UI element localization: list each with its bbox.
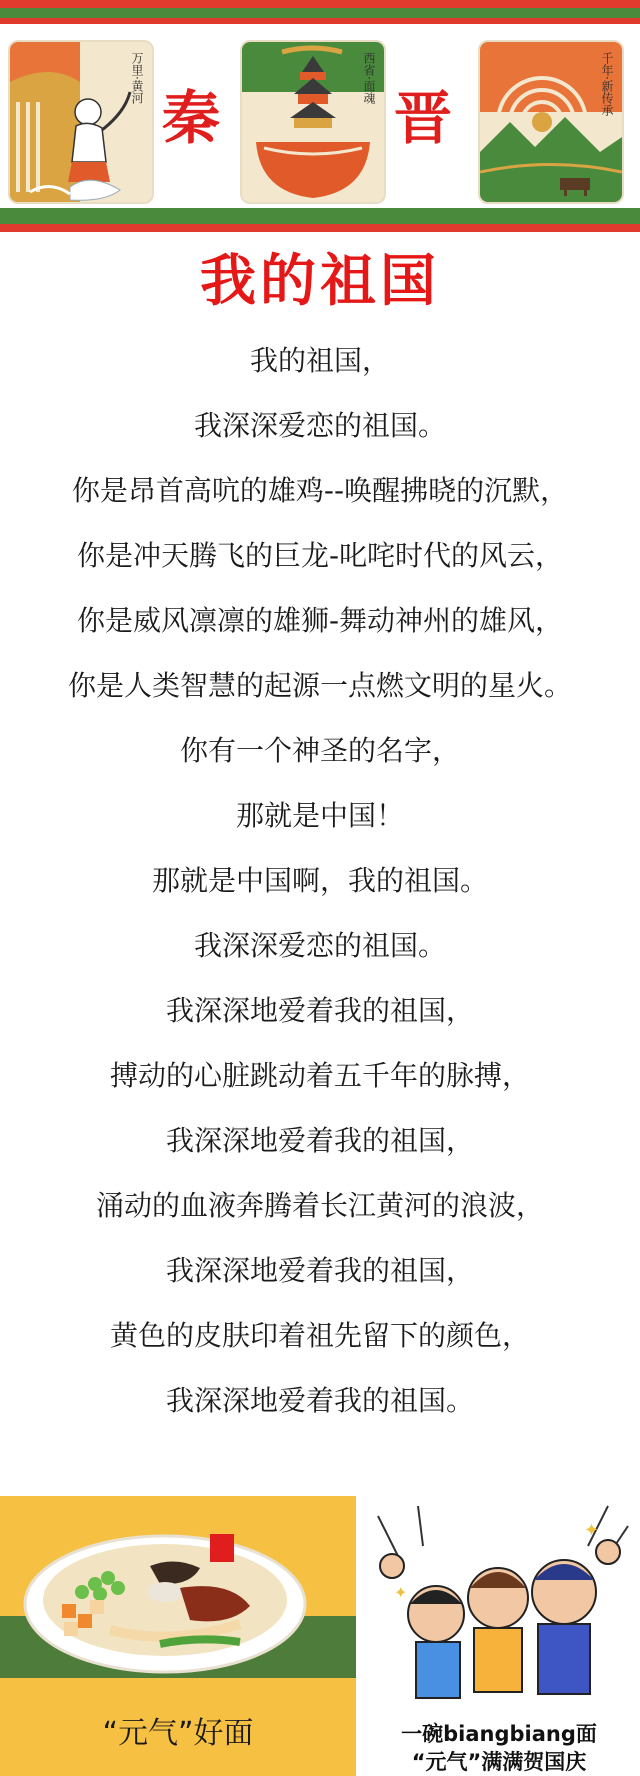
poem-line: 你是昂首高吭的雄鸡--唤醒拂晓的沉默， [71,474,569,507]
noodle-bowl-illustration [0,1496,356,1706]
top-green-stripe [0,8,640,18]
poem-line: 你是人类智慧的起源一点燃文明的星火。 [67,669,572,702]
poem-line: 我深深地爱着我的祖国， [165,994,474,1027]
poem-line: 我的祖国， [249,344,390,377]
poem-line: 黄色的皮肤印着祖先留下的颜色， [109,1319,530,1352]
tile-pagoda [240,40,386,204]
svg-text:✦: ✦ [584,1520,600,1541]
svg-text:✦: ✦ [394,1583,408,1602]
promo-right-caption-2: “元气”满满贺国庆 [411,1750,587,1774]
poem-line: 你有一个神圣的名字， [179,734,460,767]
char-qin: 秦 [162,84,221,152]
tile-dancer [8,40,154,204]
tile-sun-mountains [478,40,624,204]
poem-line: 搏动的心脏跳动着五千年的脉搏， [109,1059,530,1092]
promo-noodle-bowl [0,1496,356,1776]
poem-line: 你是冲天腾飞的巨龙-叱咤时代的风云， [76,539,564,572]
tile-right-vertical-text: 千年·新传承 [600,52,614,116]
poem-line: 我深深爱恋的祖国。 [193,409,446,442]
char-jin: 晋 [394,84,453,152]
poem-line: 涌动的血液奔腾着长江黄河的浪波， [95,1189,544,1222]
promo-left-caption: “元气”好面 [102,1716,254,1751]
promo-divider [356,1496,358,1776]
top-red-stripe-2 [0,18,640,24]
cheering-people-illustration [358,1496,640,1716]
poem-line: 我深深地爱着我的祖国， [165,1124,474,1157]
poem [0,328,640,1433]
promo-cheering-people [358,1496,640,1776]
poem-line: 我深深地爱着我的祖国。 [165,1384,474,1417]
tile-left-vertical-text: 万里·黄河 [130,52,144,104]
tile-mid-vertical-text: 西省·面魂 [362,52,376,104]
promo-right-caption-1: 一碗biangbiang面 [401,1722,597,1746]
top-red-stripe [0,0,640,8]
header-banner [0,0,640,232]
poem-line: 我深深爱恋的祖国。 [193,929,446,962]
header-bottom-red-stripe [0,224,640,232]
poem-line: 那就是中国啊，我的祖国。 [151,864,488,897]
poem-line: 我深深地爱着我的祖国， [165,1254,474,1287]
poem-line: 那就是中国！ [235,799,404,832]
header-bottom-green-stripe [0,208,640,224]
poem-line: 你是威风凛凛的雄狮-舞动神州的雄风， [76,604,564,637]
page-title: 我的祖国 [200,249,440,314]
